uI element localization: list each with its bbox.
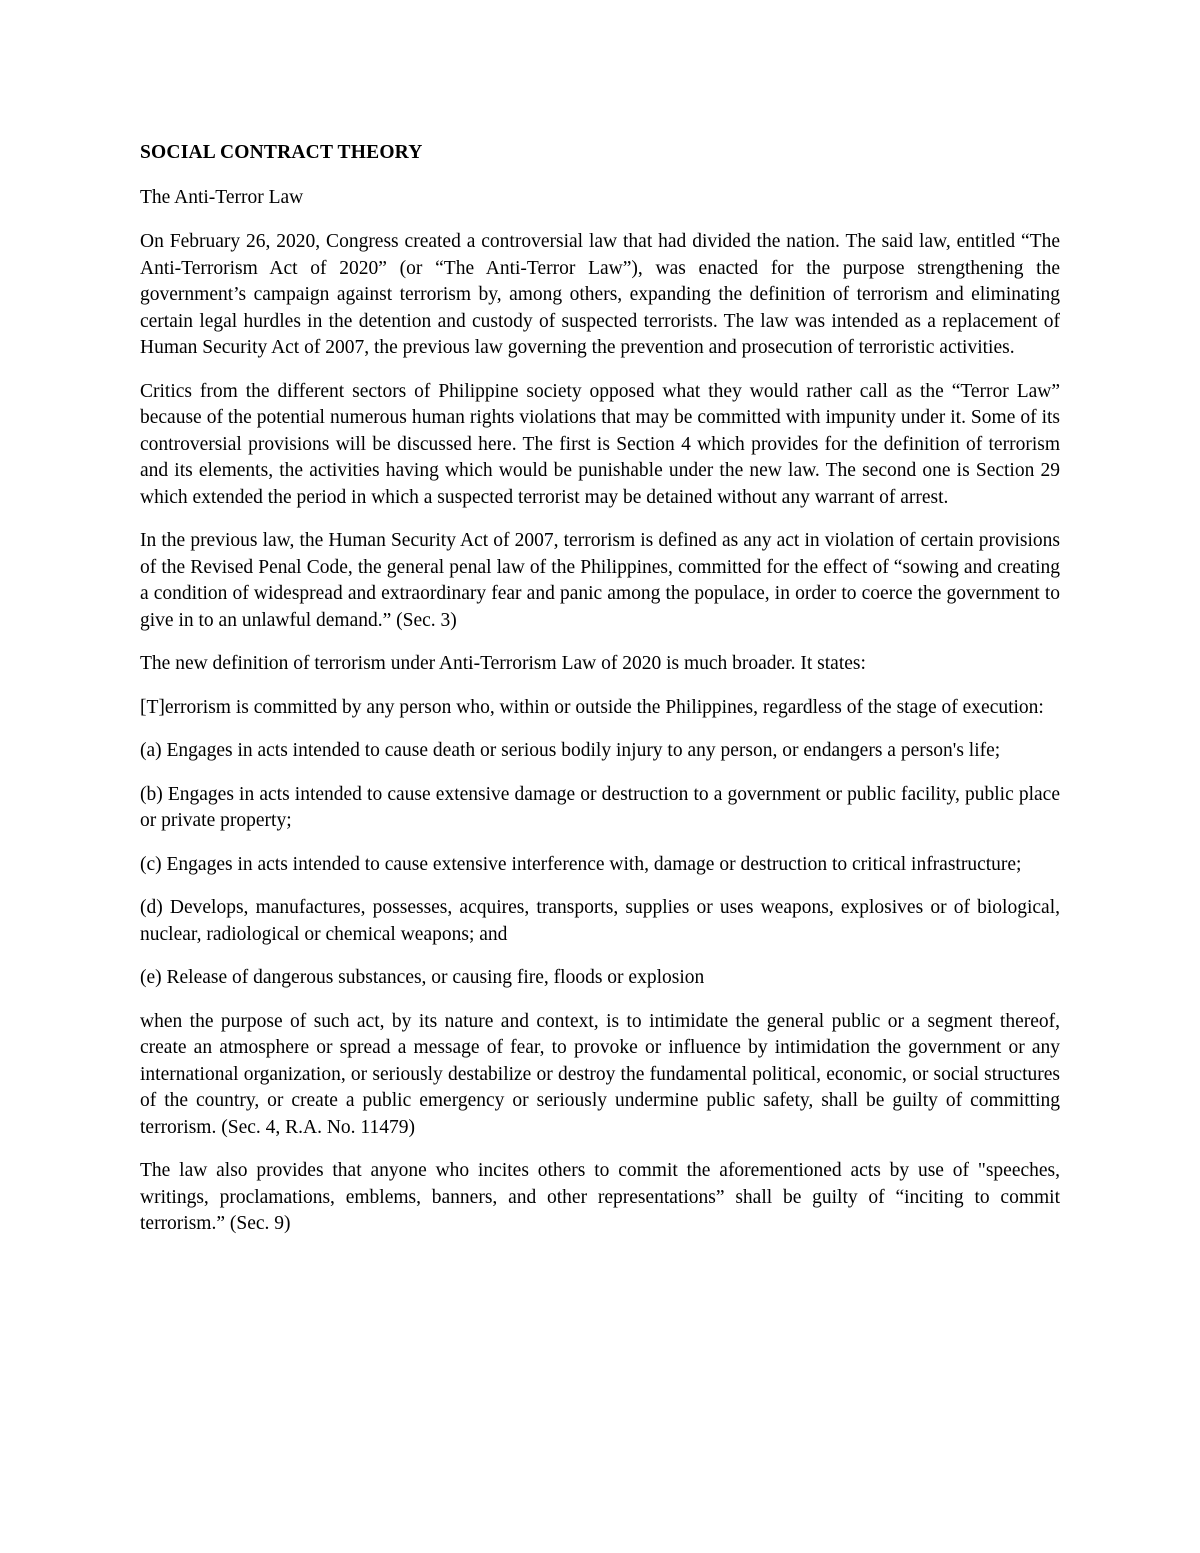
paragraph-critics: Critics from the different sectors of Philippine society opposed what they would rather call as the “Terror Law” because of the potential numerous human rights violations that may be committed with impunity under it. Some of its controversial provisions will be discussed here. The first is Section 4 which provides for the definition of terrorism and its elements, the activities having which would be punishable under the new law. The second one is Section 29 which extended the period in which a suspected terrorist may be detained without any warrant of arrest.	[140, 380, 1060, 508]
document-title: SOCIAL CONTRACT THEORY	[140, 142, 423, 163]
paragraph-new-definition: The new definition of terrorism under Anti-Terrorism Law of 2020 is much broader. It states:	[140, 653, 866, 674]
list-item-d: (d) Develops, manufactures, possesses, acquires, transports, supplies or uses weapons, explosives or of biological, nuclear, radiological or chemical weapons; and	[140, 897, 1060, 945]
list-item-b: (b) Engages in acts intended to cause extensive damage or destruction to a government or public facility, public place or private property;	[140, 783, 1060, 831]
document-page	[140, 140, 1060, 1255]
list-item-a: (a) Engages in acts intended to cause death or serious bodily injury to any person, or endangers a person's life;	[140, 740, 1001, 761]
paragraph-previous-law: In the previous law, the Human Security Act of 2007, terrorism is defined as any act in violation of certain provisions of the Revised Penal Code, the general penal law of the Philippines, committed for the effect of “sowing and creating a condition of widespread and extraordinary fear and panic among the populace, in order to coerce the government to give in to an unlawful demand.” (Sec. 3)	[140, 530, 1060, 631]
list-item-e: (e) Release of dangerous substances, or causing fire, floods or explosion	[140, 967, 705, 988]
paragraph-quote-intro: [T]errorism is committed by any person who, within or outside the Philippines, regardless of the stage of execution:	[140, 696, 1044, 718]
document-subtitle: The Anti-Terror Law	[140, 186, 304, 208]
list-item-c: (c) Engages in acts intended to cause extensive interference with, damage or destruction to critical infrastructure;	[140, 853, 1022, 875]
paragraph-purpose: when the purpose of such act, by its nature and context, is to intimidate the general public or a segment thereof, create an atmosphere or spread a message of fear, to provoke or influence by intimidation the government or any international organization, or seriously destabilize or destroy the fundamental political, economic, or social structures of the country, or create a public emergency or seriously undermine public safety, shall be guilty of committing terrorism. (Sec. 4, R.A. No. 11479)	[140, 1010, 1060, 1138]
paragraph-intro: On February 26, 2020, Congress created a controversial law that had divided the nation. The said law, entitled “The Anti-Terrorism Act of 2020” (or “The Anti-Terror Law”), was enacted for the purpose strengthening the government’s campaign against terrorism by, among others, expanding the definition of terrorism and eliminating certain legal hurdles in the detention and custody of suspected terrorists. The law was intended as a replacement of Human Security Act of 2007, the previous law governing the prevention and prosecution of terroristic activities.	[140, 231, 1060, 358]
paragraph-inciting: The law also provides that anyone who incites others to commit the aforementioned acts by use of "speeches, writings, proclamations, emblems, banners, and other representations” shall be guilty of “inciting to commit terrorism.” (Sec. 9)	[140, 1160, 1060, 1234]
